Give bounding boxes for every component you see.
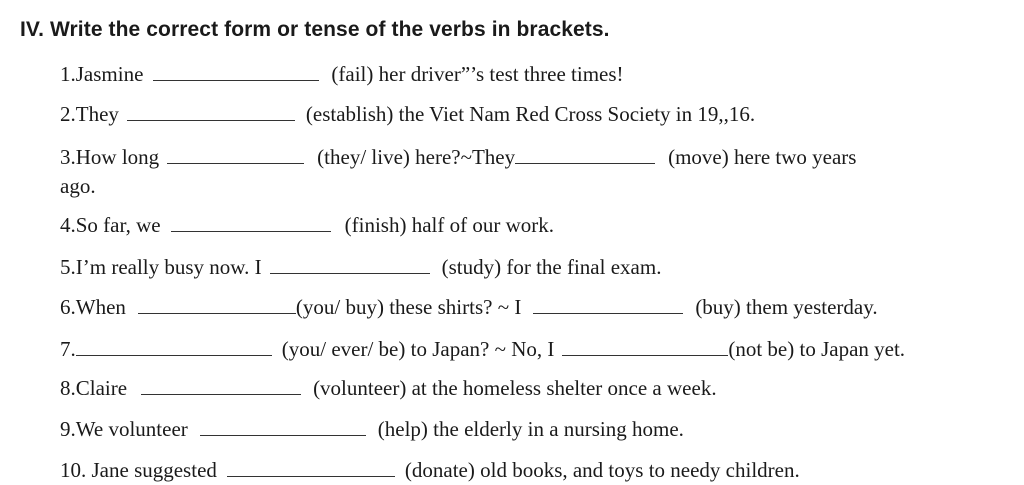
verb-hint: (establish) the Viet Nam Red Cross Society in 19,,16. bbox=[305, 102, 756, 126]
verb-hint: (help) the elderly in a nursing home. bbox=[377, 417, 684, 441]
verb-hint: (fail) her driver”’s test three times! bbox=[331, 62, 624, 86]
verb-hint: (volunteer) at the homeless shelter once a week. bbox=[313, 376, 717, 400]
exercise-item-9 bbox=[60, 417, 684, 441]
item-lead: 10. Jane suggested bbox=[60, 458, 217, 482]
item-lead: 9.We volunteer bbox=[60, 417, 188, 441]
exercise-item-8 bbox=[60, 376, 717, 400]
answer-blank[interactable] bbox=[138, 296, 296, 314]
answer-blank[interactable] bbox=[141, 377, 301, 395]
answer-blank[interactable] bbox=[533, 296, 683, 314]
answer-blank[interactable] bbox=[270, 256, 430, 274]
exercise-item-3-continuation: ago. bbox=[60, 174, 96, 198]
exercise-item-4 bbox=[60, 213, 554, 237]
answer-blank[interactable] bbox=[171, 214, 331, 232]
item-lead: 6.When bbox=[60, 295, 126, 319]
verb-hint: (move) here two years bbox=[668, 145, 857, 169]
answer-blank[interactable] bbox=[167, 146, 304, 164]
answer-blank[interactable] bbox=[562, 338, 728, 356]
verb-hint: (finish) half of our work. bbox=[344, 213, 555, 237]
item-lead: 3.How long bbox=[60, 145, 160, 169]
item-lead: 7. bbox=[60, 337, 76, 361]
verb-hint: (donate) old books, and toys to needy children. bbox=[404, 458, 800, 482]
item-lead: 8.Claire bbox=[60, 376, 128, 400]
answer-blank[interactable] bbox=[200, 418, 366, 436]
exercise-item-1 bbox=[60, 62, 624, 86]
verb-hint: (not be) to Japan yet. bbox=[728, 337, 906, 361]
exercise-item-2 bbox=[60, 102, 755, 126]
answer-blank[interactable] bbox=[227, 459, 395, 477]
item-lead: 1.Jasmine bbox=[60, 62, 144, 86]
exercise-item-7 bbox=[60, 337, 905, 361]
item-lead: 5.I’m really busy now. I bbox=[60, 255, 262, 279]
exercise-item-10 bbox=[60, 458, 800, 482]
item-lead: 4.So far, we bbox=[60, 213, 161, 237]
verb-hint: (study) for the final exam. bbox=[441, 255, 662, 279]
answer-blank[interactable] bbox=[76, 338, 272, 356]
verb-hint: (you/ buy) these shirts? ~ I bbox=[295, 295, 522, 319]
answer-blank[interactable] bbox=[127, 103, 295, 121]
answer-blank[interactable] bbox=[515, 146, 655, 164]
verb-hint: (they/ live) here?~They bbox=[317, 145, 516, 169]
verb-hint: (you/ ever/ be) to Japan? ~ No, I bbox=[281, 337, 555, 361]
exercise-heading: IV. Write the correct form or tense of the verbs in brackets. bbox=[20, 18, 610, 41]
verb-hint: (buy) them yesterday. bbox=[695, 295, 878, 319]
exercise-item-6 bbox=[60, 295, 878, 319]
answer-blank[interactable] bbox=[153, 63, 319, 81]
item-lead: 2.They bbox=[60, 102, 119, 126]
exercise-item-5 bbox=[60, 255, 661, 279]
exercise-item-3 bbox=[60, 145, 856, 169]
